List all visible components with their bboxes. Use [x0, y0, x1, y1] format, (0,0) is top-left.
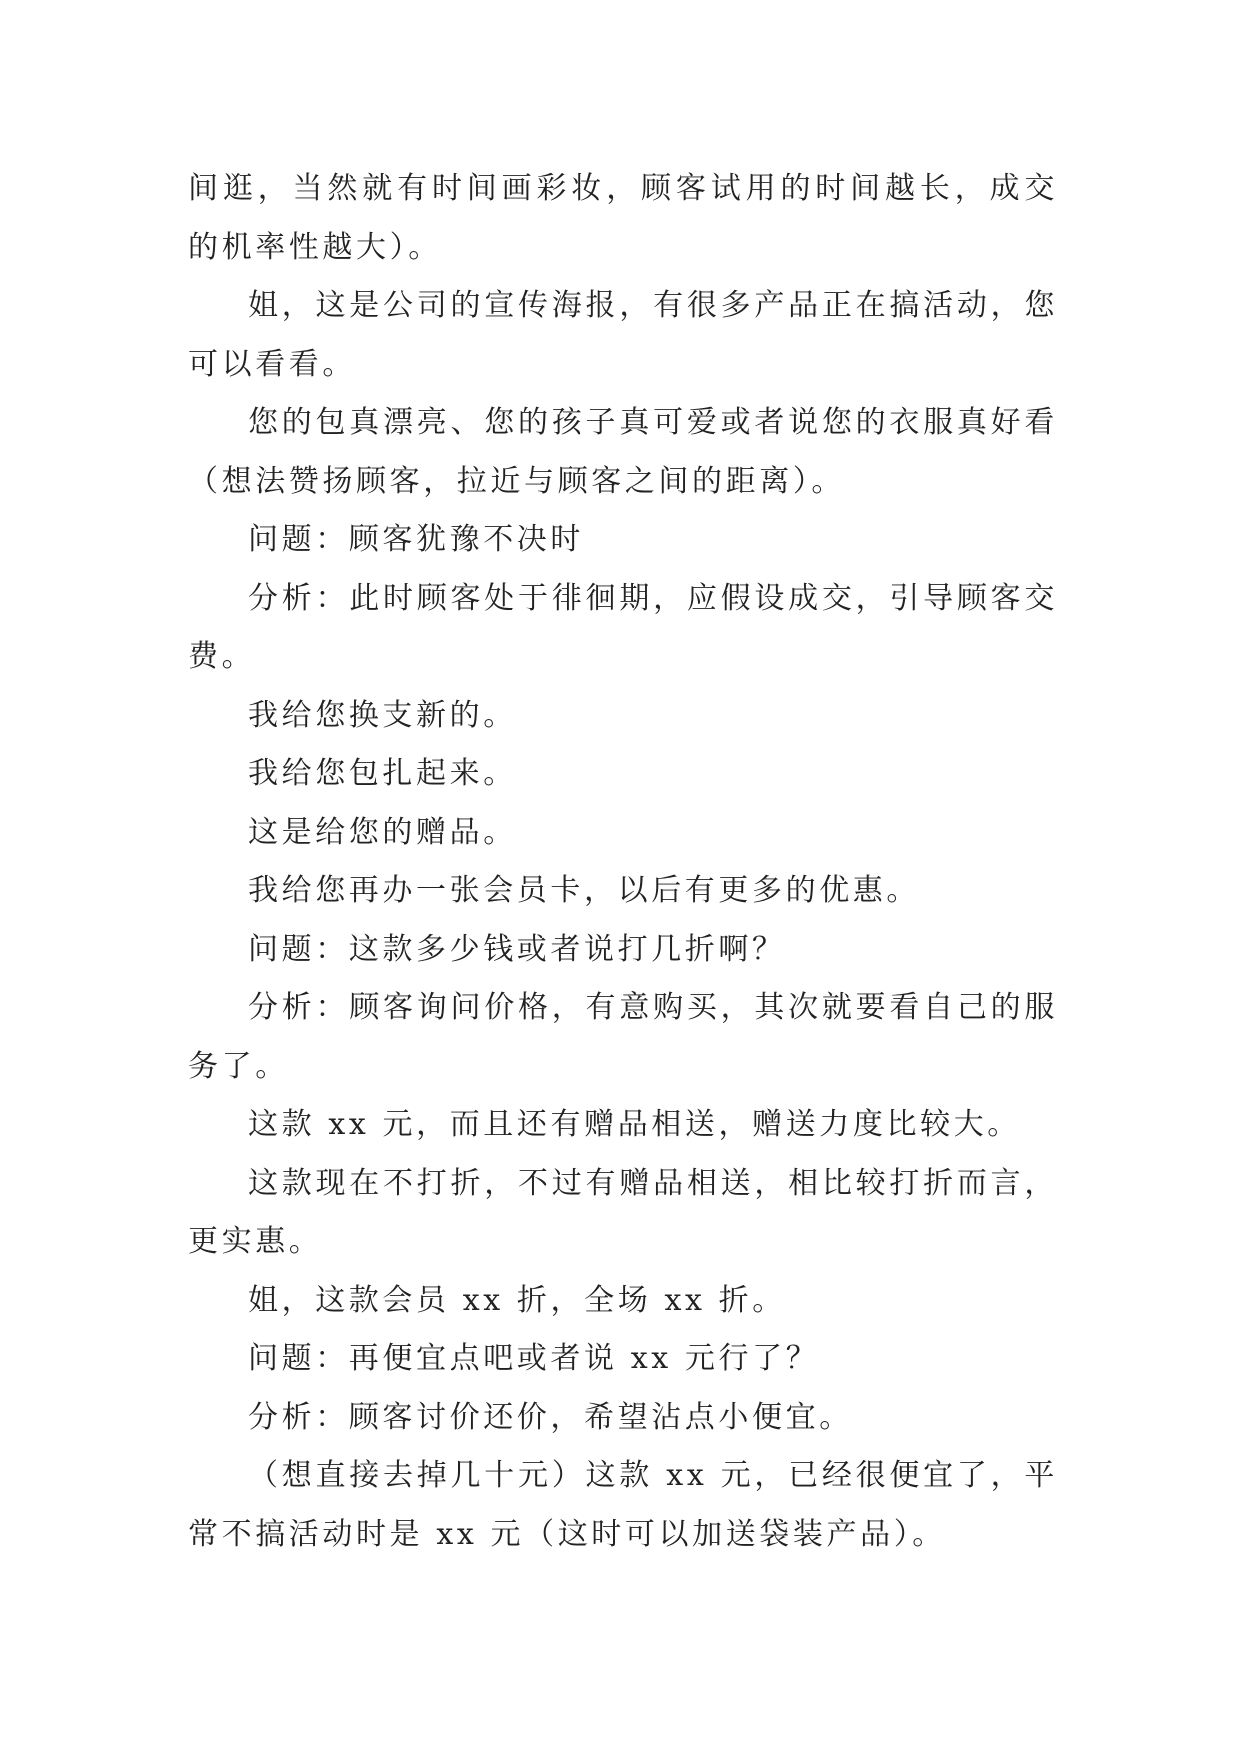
- paragraph: 我给您包扎起来。: [248, 756, 517, 791]
- question-heading: 问题：再便宜点吧或者说 xx 元行了？: [248, 1341, 820, 1376]
- paragraph: 间逛，当然就有时间画彩妆，顾客试用的时间越长，成交的机率性越大）。: [188, 171, 1058, 265]
- paragraph: 我给您再办一张会员卡，以后有更多的优惠。: [248, 873, 920, 908]
- paragraph: 这是给您的赠品。: [248, 814, 517, 850]
- analysis-paragraph: 分析：顾客询问价格，有意购买，其次就要看自己的服务了。: [188, 990, 1058, 1084]
- paragraph: 这款 xx 元，而且还有赠品相送，赠送力度比较大。: [248, 1107, 1021, 1142]
- paragraph: 我给您换支新的。: [248, 697, 517, 733]
- paragraph: 您的包真漂亮、您的孩子真可爱或者说您的衣服真好看（想法赞扬顾客，拉近与顾客之间的距离）。: [188, 405, 1058, 499]
- question-heading: 问题：这款多少钱或者说打几折啊？: [248, 931, 786, 967]
- paragraph: 这款现在不打折，不过有赠品相送，相比较打折而言，更实惠。: [188, 1165, 1058, 1259]
- paragraph: 姐，这款会员 xx 折，全场 xx 折。: [248, 1282, 786, 1318]
- analysis-paragraph: 分析：此时顾客处于徘徊期，应假设成交，引导顾客交费。: [188, 580, 1058, 674]
- paragraph: （想直接去掉几十元）这款 xx 元，已经很便宜了，平常不搞活动时是 xx 元（这时可以加送袋装产品）。: [188, 1458, 1058, 1552]
- analysis-paragraph: 分析：顾客讨价还价，希望沾点小便宜。: [248, 1399, 853, 1435]
- document-body: [188, 160, 1058, 1564]
- question-heading: 问题：顾客犹豫不决时: [248, 522, 584, 557]
- paragraph: 姐，这是公司的宣传海报，有很多产品正在搞活动，您可以看看。: [188, 288, 1058, 382]
